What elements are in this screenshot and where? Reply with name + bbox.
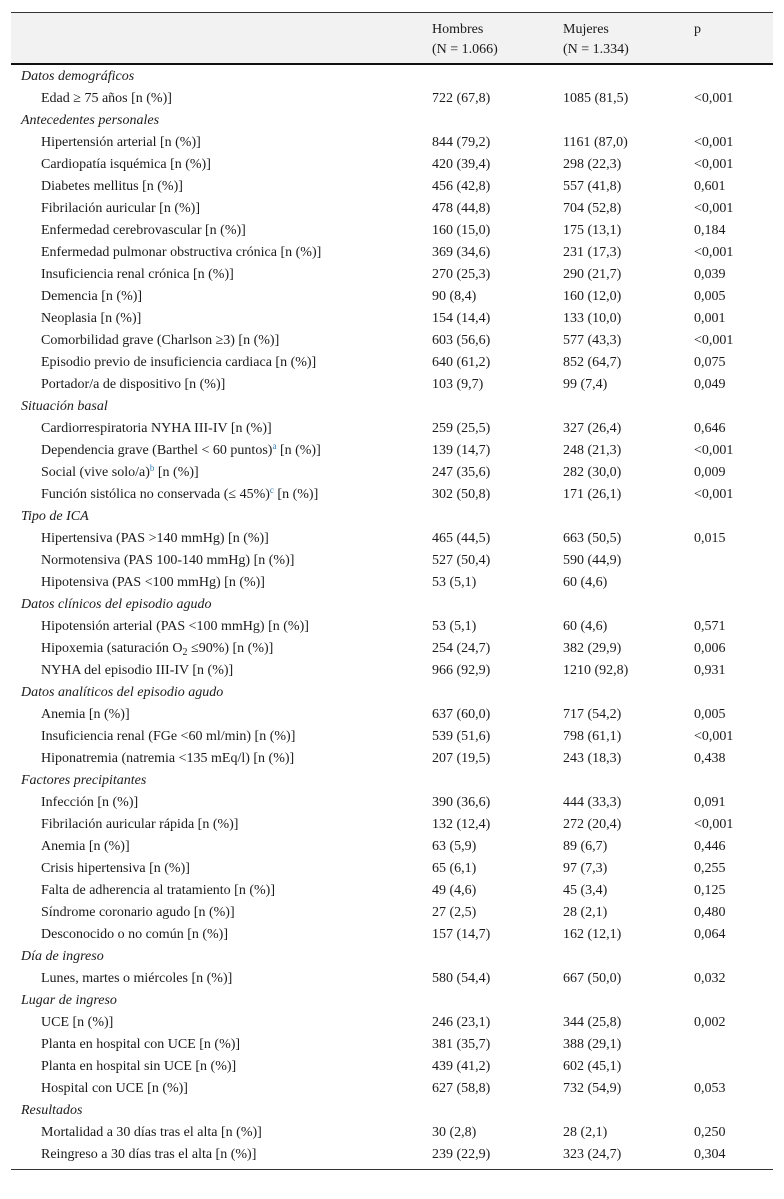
row-label-text: Hipoxemia (saturación O — [41, 641, 183, 656]
women-value: 290 (21,7) — [563, 267, 622, 282]
section-label — [21, 770, 146, 792]
section-header — [11, 506, 773, 528]
men-value: 539 (51,6) — [432, 729, 491, 744]
women-value: 45 (3,4) — [563, 883, 608, 898]
table-row — [11, 858, 773, 880]
women-value: 732 (54,9) — [563, 1081, 622, 1096]
p-value: <0,001 — [694, 157, 734, 172]
row-label — [41, 198, 200, 220]
row-label-text: Episodio previo de insuficiencia cardiaca [n (%)] — [41, 355, 317, 370]
table-row — [11, 418, 773, 440]
row-label — [41, 968, 232, 990]
row-label-text: Anemia [n (%)] — [41, 839, 130, 854]
table-row — [11, 198, 773, 220]
row-label — [41, 902, 235, 924]
women-value: 133 (10,0) — [563, 311, 622, 326]
row-label — [41, 1012, 113, 1034]
p-value: <0,001 — [694, 487, 734, 502]
row-label — [41, 220, 246, 242]
section-header — [11, 66, 773, 88]
men-value: 49 (4,6) — [432, 883, 477, 898]
row-label-text: Antecedentes personales — [21, 113, 160, 128]
men-value: 456 (42,8) — [432, 179, 491, 194]
men-value: 580 (54,4) — [432, 971, 491, 986]
row-label — [41, 286, 142, 308]
row-label-text: Planta en hospital con UCE [n (%)] — [41, 1037, 241, 1052]
p-value: <0,001 — [694, 729, 734, 744]
women-value: 327 (26,4) — [563, 421, 622, 436]
p-value: 0,125 — [694, 883, 726, 898]
row-label — [41, 638, 273, 660]
women-value: 298 (22,3) — [563, 157, 622, 172]
row-label — [41, 330, 279, 352]
men-value: 478 (44,8) — [432, 201, 491, 216]
row-label-text: Crisis hipertensiva [n (%)] — [41, 861, 190, 876]
men-value: 139 (14,7) — [432, 443, 491, 458]
section-label — [21, 506, 89, 528]
table-row — [11, 1034, 773, 1056]
row-label — [41, 264, 234, 286]
men-value: 527 (50,4) — [432, 553, 491, 568]
table-row — [11, 286, 773, 308]
men-value: 966 (92,9) — [432, 663, 491, 678]
women-value: 1210 (92,8) — [563, 663, 629, 678]
header-women-n: (N = 1.334) — [563, 42, 629, 57]
women-value: 243 (18,3) — [563, 751, 622, 766]
men-value: 103 (9,7) — [432, 377, 484, 392]
row-label-text: Hiponatremia (natremia <135 mEq/l) [n (%)] — [41, 751, 295, 766]
men-value: 722 (67,8) — [432, 91, 491, 106]
men-value: 246 (23,1) — [432, 1015, 491, 1030]
table-row — [11, 968, 773, 990]
header-men-n: (N = 1.066) — [432, 42, 498, 57]
row-label-text: Insuficiencia renal (FGe <60 ml/min) [n (%)] — [41, 729, 296, 744]
women-value: 382 (29,9) — [563, 641, 622, 656]
table-bottom-rule — [11, 1169, 773, 1170]
p-value: 0,006 — [694, 641, 726, 656]
p-value: 0,001 — [694, 311, 726, 326]
p-value: <0,001 — [694, 817, 734, 832]
men-value: 207 (19,5) — [432, 751, 491, 766]
row-label-text: Fibrilación auricular [n (%)] — [41, 201, 200, 216]
men-value: 30 (2,8) — [432, 1125, 477, 1140]
men-value: 390 (36,6) — [432, 795, 491, 810]
p-value: 0,438 — [694, 751, 726, 766]
women-value: 175 (13,1) — [563, 223, 622, 238]
row-label-text: Social (vive solo/a) — [41, 465, 150, 480]
table-row — [11, 902, 773, 924]
women-value: 704 (52,8) — [563, 201, 622, 216]
women-value: 1085 (81,5) — [563, 91, 629, 106]
men-value: 270 (25,3) — [432, 267, 491, 282]
women-value: 798 (61,1) — [563, 729, 622, 744]
men-value: 640 (61,2) — [432, 355, 491, 370]
p-value: 0,064 — [694, 927, 726, 942]
p-value: <0,001 — [694, 333, 734, 348]
table-row — [11, 154, 773, 176]
row-label-text: Anemia [n (%)] — [41, 707, 130, 722]
row-label-text: Lugar de ingreso — [21, 993, 117, 1008]
row-label-text: Resultados — [21, 1103, 83, 1118]
row-label — [41, 418, 272, 440]
p-value: 0,184 — [694, 223, 726, 238]
row-label-text: Infección [n (%)] — [41, 795, 139, 810]
section-header — [11, 110, 773, 132]
p-value: 0,053 — [694, 1081, 726, 1096]
p-value: 0,005 — [694, 707, 726, 722]
table-row — [11, 660, 773, 682]
women-value: 602 (45,1) — [563, 1059, 622, 1074]
row-label-text: Hipotensiva (PAS <100 mmHg) [n (%)] — [41, 575, 265, 590]
women-value: 28 (2,1) — [563, 1125, 608, 1140]
table-row — [11, 462, 773, 484]
section-header — [11, 682, 773, 704]
table-row — [11, 1144, 773, 1166]
table-row — [11, 242, 773, 264]
table-row — [11, 264, 773, 286]
table-row — [11, 748, 773, 770]
p-value: 0,049 — [694, 377, 726, 392]
men-value: 160 (15,0) — [432, 223, 491, 238]
p-value: 0,002 — [694, 1015, 726, 1030]
row-label-text: Diabetes mellitus [n (%)] — [41, 179, 183, 194]
women-value: 1161 (87,0) — [563, 135, 628, 150]
women-value: 272 (20,4) — [563, 817, 622, 832]
row-label-text: Síndrome coronario agudo [n (%)] — [41, 905, 235, 920]
row-label-text: Insuficiencia renal crónica [n (%)] — [41, 267, 234, 282]
row-label — [41, 1056, 236, 1078]
men-value: 154 (14,4) — [432, 311, 491, 326]
section-header — [11, 946, 773, 968]
row-label-text: NYHA del episodio III-IV [n (%)] — [41, 663, 234, 678]
women-value: 557 (41,8) — [563, 179, 622, 194]
men-value: 254 (24,7) — [432, 641, 491, 656]
men-value: 132 (12,4) — [432, 817, 491, 832]
table-row — [11, 1122, 773, 1144]
men-value: 381 (35,7) — [432, 1037, 491, 1052]
men-value: 90 (8,4) — [432, 289, 477, 304]
table-row — [11, 440, 773, 462]
women-value: 160 (12,0) — [563, 289, 622, 304]
row-label-text: Hipotensión arterial (PAS <100 mmHg) [n (%)] — [41, 619, 309, 634]
header-men-title: Hombres — [432, 22, 484, 37]
row-label-text: Tipo de ICA — [21, 509, 89, 524]
section-label — [21, 990, 117, 1012]
row-label-text: Enfermedad pulmonar obstructiva crónica [n (%)] — [41, 245, 322, 260]
section-header — [11, 594, 773, 616]
men-value: 259 (25,5) — [432, 421, 491, 436]
row-label — [41, 814, 238, 836]
section-header — [11, 770, 773, 792]
row-label — [41, 132, 201, 154]
row-label-text: Lunes, martes o miércoles [n (%)] — [41, 971, 233, 986]
section-label — [21, 1100, 82, 1122]
row-label-text: Función sistólica no conservada (≤ 45%) — [41, 487, 270, 502]
table-row — [11, 638, 773, 660]
p-value: <0,001 — [694, 245, 734, 260]
men-value: 53 (5,1) — [432, 619, 477, 634]
women-value: 444 (33,3) — [563, 795, 622, 810]
table-body — [11, 65, 773, 1166]
table-row — [11, 616, 773, 638]
women-value: 60 (4,6) — [563, 575, 608, 590]
row-label — [41, 308, 141, 330]
row-label — [41, 836, 130, 858]
row-label — [41, 242, 321, 264]
men-value: 369 (34,6) — [432, 245, 491, 260]
row-label-text: Factores precipitantes — [21, 773, 147, 788]
men-value: 603 (56,6) — [432, 333, 491, 348]
table-row — [11, 924, 773, 946]
table-row — [11, 836, 773, 858]
women-value: 344 (25,8) — [563, 1015, 622, 1030]
row-label — [41, 1034, 240, 1056]
row-label-text: Neoplasia [n (%)] — [41, 311, 142, 326]
men-value: 27 (2,5) — [432, 905, 477, 920]
row-label — [41, 352, 316, 374]
women-value: 99 (7,4) — [563, 377, 608, 392]
header-p-title: p — [694, 22, 701, 37]
row-label — [41, 1078, 188, 1100]
men-value: 63 (5,9) — [432, 839, 477, 854]
row-label-suffix: ≤90%) [n (%)] — [187, 641, 274, 656]
row-label-text: Demencia [n (%)] — [41, 289, 143, 304]
table-row — [11, 1078, 773, 1100]
table-row — [11, 528, 773, 550]
p-value: 0,601 — [694, 179, 726, 194]
subscript: 2 — [182, 647, 188, 658]
women-value: 28 (2,1) — [563, 905, 608, 920]
p-value: 0,005 — [694, 289, 726, 304]
men-value: 420 (39,4) — [432, 157, 491, 172]
women-value: 231 (17,3) — [563, 245, 622, 260]
p-value: 0,032 — [694, 971, 726, 986]
women-value: 97 (7,3) — [563, 861, 608, 876]
p-value: <0,001 — [694, 443, 734, 458]
row-label-text: Portador/a de dispositivo [n (%)] — [41, 377, 226, 392]
section-label — [21, 682, 223, 704]
row-label-text: Reingreso a 30 días tras el alta [n (%)] — [41, 1147, 257, 1162]
p-value: 0,039 — [694, 267, 726, 282]
header-women — [563, 20, 629, 60]
row-label — [41, 704, 130, 726]
row-label-text: Datos analíticos del episodio agudo — [21, 685, 224, 700]
row-label — [41, 176, 183, 198]
women-value: 667 (50,0) — [563, 971, 622, 986]
women-value: 248 (21,3) — [563, 443, 622, 458]
men-value: 53 (5,1) — [432, 575, 477, 590]
row-label — [41, 616, 309, 638]
data-table — [11, 12, 773, 1170]
men-value: 239 (22,9) — [432, 1147, 491, 1162]
table-row — [11, 726, 773, 748]
row-label — [41, 88, 172, 110]
table-row — [11, 1056, 773, 1078]
row-label-text: Mortalidad a 30 días tras el alta [n (%)] — [41, 1125, 262, 1140]
p-value: 0,480 — [694, 905, 726, 920]
row-label-text: Situación basal — [21, 399, 108, 414]
row-label — [41, 726, 295, 748]
row-label — [41, 154, 211, 176]
header-p — [694, 20, 701, 40]
men-value: 157 (14,7) — [432, 927, 491, 942]
men-value: 247 (35,6) — [432, 465, 491, 480]
women-value: 590 (44,9) — [563, 553, 622, 568]
table-row — [11, 484, 773, 506]
row-label-text: Comorbilidad grave (Charlson ≥3) [n (%)] — [41, 333, 280, 348]
section-label — [21, 594, 212, 616]
women-value: 171 (26,1) — [563, 487, 622, 502]
women-value: 577 (43,3) — [563, 333, 622, 348]
section-header — [11, 1100, 773, 1122]
p-value: 0,446 — [694, 839, 726, 854]
table-row — [11, 1012, 773, 1034]
footnote-marker: b — [149, 463, 155, 473]
row-label — [41, 550, 294, 572]
table-row — [11, 308, 773, 330]
row-label — [41, 880, 275, 902]
row-label-text: Fibrilación auricular rápida [n (%)] — [41, 817, 239, 832]
row-label-text: Hipertensiva (PAS >140 mmHg) [n (%)] — [41, 531, 269, 546]
women-value: 852 (64,7) — [563, 355, 622, 370]
row-label-text: Desconocido o no común [n (%)] — [41, 927, 229, 942]
footnote-marker: c — [269, 485, 274, 495]
row-label-suffix: [n (%)] — [154, 465, 199, 480]
row-label-text: Enfermedad cerebrovascular [n (%)] — [41, 223, 246, 238]
row-label-text: Hipertensión arterial [n (%)] — [41, 135, 201, 150]
women-value: 89 (6,7) — [563, 839, 608, 854]
row-label-text: Cardiopatía isquémica [n (%)] — [41, 157, 211, 172]
table-row — [11, 704, 773, 726]
section-label — [21, 946, 104, 968]
row-label-text: Datos clínicos del episodio agudo — [21, 597, 212, 612]
table-row — [11, 550, 773, 572]
p-value: 0,091 — [694, 795, 726, 810]
row-label — [41, 858, 190, 880]
p-value: 0,931 — [694, 663, 726, 678]
row-label-text: Falta de adherencia al tratamiento [n (%)] — [41, 883, 275, 898]
section-header — [11, 396, 773, 418]
table-row — [11, 330, 773, 352]
p-value: <0,001 — [694, 201, 734, 216]
row-label — [41, 484, 318, 506]
row-label-text: Datos demográficos — [21, 69, 135, 84]
men-value: 302 (50,8) — [432, 487, 491, 502]
p-value: 0,646 — [694, 421, 726, 436]
row-label — [41, 572, 265, 594]
row-label-text: Normotensiva (PAS 100-140 mmHg) [n (%)] — [41, 553, 295, 568]
p-value: <0,001 — [694, 91, 734, 106]
women-value: 663 (50,5) — [563, 531, 622, 546]
row-label — [41, 462, 199, 484]
table-row — [11, 220, 773, 242]
row-label-text: Dependencia grave (Barthel < 60 puntos) — [41, 443, 273, 458]
men-value: 637 (60,0) — [432, 707, 491, 722]
p-value: 0,304 — [694, 1147, 726, 1162]
p-value: 0,015 — [694, 531, 726, 546]
women-value: 162 (12,1) — [563, 927, 622, 942]
table-row — [11, 572, 773, 594]
header-men — [432, 20, 498, 60]
table-row — [11, 132, 773, 154]
row-label-text: Edad ≥ 75 años [n (%)] — [41, 91, 172, 106]
women-value: 388 (29,1) — [563, 1037, 622, 1052]
row-label — [41, 1122, 262, 1144]
women-value: 323 (24,7) — [563, 1147, 622, 1162]
p-value: <0,001 — [694, 135, 734, 150]
row-label-text: Hospital con UCE [n (%)] — [41, 1081, 188, 1096]
men-value: 465 (44,5) — [432, 531, 491, 546]
row-label-suffix: [n (%)] — [273, 487, 319, 502]
section-label — [21, 110, 159, 132]
section-label — [21, 396, 108, 418]
section-label — [21, 66, 134, 88]
table-row — [11, 176, 773, 198]
row-label-text: Planta en hospital sin UCE [n (%)] — [41, 1059, 237, 1074]
table-row — [11, 374, 773, 396]
women-value: 282 (30,0) — [563, 465, 622, 480]
men-value: 439 (41,2) — [432, 1059, 491, 1074]
men-value: 627 (58,8) — [432, 1081, 491, 1096]
row-label-text: Cardiorrespiratoria NYHA III-IV [n (%)] — [41, 421, 272, 436]
section-header — [11, 990, 773, 1012]
table-row — [11, 792, 773, 814]
row-label-text: UCE [n (%)] — [41, 1015, 114, 1030]
row-label-text: Día de ingreso — [21, 949, 104, 964]
table-row — [11, 88, 773, 110]
p-value: 0,075 — [694, 355, 726, 370]
row-label — [41, 660, 233, 682]
p-value: 0,009 — [694, 465, 726, 480]
men-value: 65 (6,1) — [432, 861, 477, 876]
row-label — [41, 528, 269, 550]
table-header — [11, 13, 773, 65]
row-label — [41, 374, 225, 396]
women-value: 717 (54,2) — [563, 707, 622, 722]
men-value: 844 (79,2) — [432, 135, 491, 150]
table-row — [11, 352, 773, 374]
row-label — [41, 792, 138, 814]
row-label — [41, 924, 228, 946]
row-label-suffix: [n (%)] — [276, 443, 321, 458]
women-value: 60 (4,6) — [563, 619, 608, 634]
row-label — [41, 748, 294, 770]
row-label — [41, 1144, 256, 1166]
header-women-title: Mujeres — [563, 22, 609, 37]
table-row — [11, 880, 773, 902]
table-row — [11, 814, 773, 836]
p-value: 0,571 — [694, 619, 726, 634]
p-value: 0,250 — [694, 1125, 726, 1140]
p-value: 0,255 — [694, 861, 726, 876]
row-label — [41, 440, 321, 462]
footnote-marker: a — [272, 441, 277, 451]
